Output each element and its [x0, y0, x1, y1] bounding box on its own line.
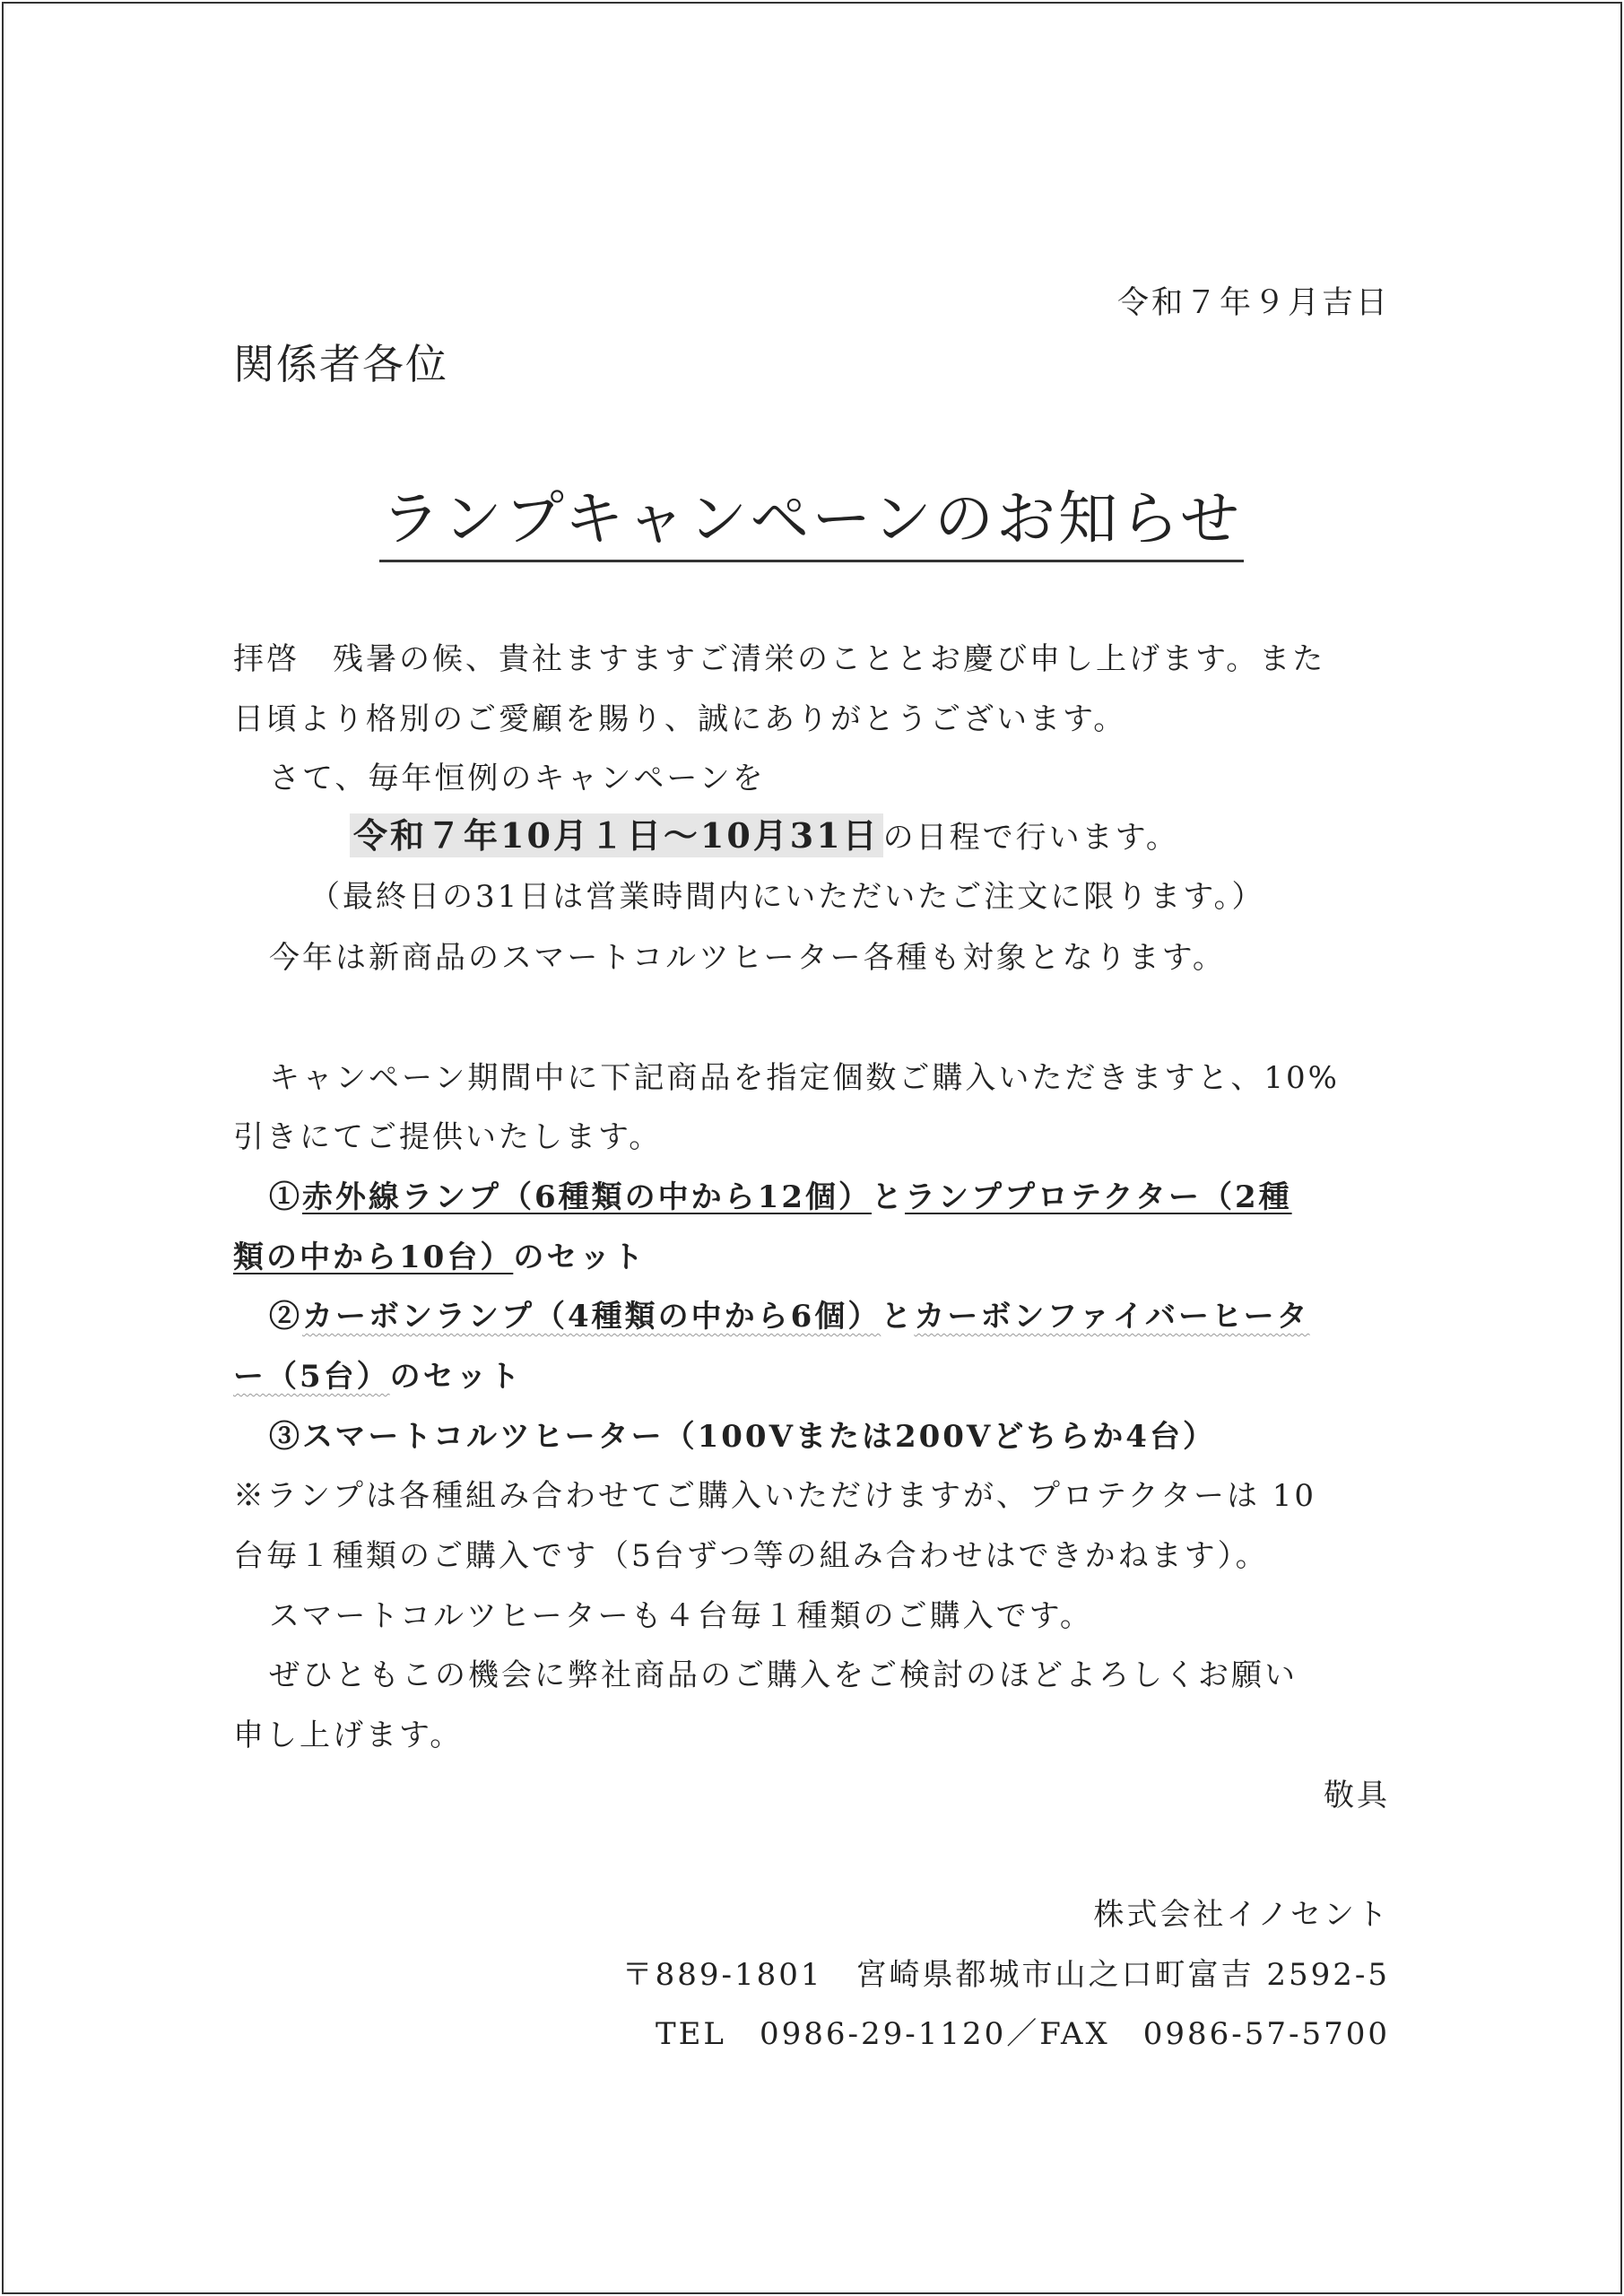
new-product-note: 今年は新商品のスマートコルツヒーター各種も対象となります。	[269, 940, 1226, 976]
item-1-suffix: のセット	[513, 1239, 647, 1275]
campaign-period-line	[350, 815, 1179, 856]
greeting-line-1: 拝啓 残暑の候、貴社ますますご清栄のこととお慶び申し上げます。また	[233, 641, 1326, 677]
campaign-period-suffix: の日程で行います。	[882, 820, 1179, 856]
item-1-join: と	[871, 1179, 905, 1215]
item-1-lamp-protector-cont: 類の中から10台）	[233, 1239, 514, 1275]
note-1-line-1: ※ランプは各種組み合わせてご購入いただけますが、プロテクターは 10	[233, 1478, 1317, 1514]
item-1-line-2	[233, 1239, 646, 1275]
item-2-number: ②	[269, 1299, 302, 1335]
item-1-infrared-lamp: 赤外線ランプ（6種類の中から12個）	[302, 1179, 872, 1215]
item-2-line-1	[269, 1299, 1310, 1335]
closing-line-2: 申し上げます。	[233, 1718, 464, 1753]
document-title: ランプキャンペーンのお知らせ	[379, 471, 1244, 562]
company-address: 〒889-1801 宮崎県都城市山之口町富吉 2592-5	[621, 1957, 1390, 1993]
note-1-line-2: 台毎１種類のご購入です（5台ずつ等の組み合わせはできかねます）。	[233, 1538, 1269, 1574]
campaign-intro: さて、毎年恒例のキャンペーンを	[269, 761, 766, 796]
discount-line-2: 引きにてご提供いたします。	[233, 1119, 663, 1155]
sign-off: 敬具	[1324, 1778, 1390, 1813]
note-2: スマートコルツヒーターも４台毎１種類のご購入です。	[269, 1598, 1093, 1634]
company-contact: TEL 0986-29-1120／FAX 0986-57-5700	[655, 2016, 1390, 2052]
item-1-line-1	[269, 1179, 1292, 1215]
greeting-line-2: 日頃より格別のご愛顧を賜り、誠にありがとうございます。	[233, 701, 1127, 737]
discount-line-1: キャンペーン期間中に下記商品を指定個数ご購入いただきますと、10%	[269, 1060, 1340, 1096]
closing-line-1: ぜひともこの機会に弊社商品のご購入をご検討のほどよろしくお願い	[269, 1657, 1298, 1693]
item-1-number: ①	[269, 1179, 302, 1215]
title-block	[233, 471, 1390, 562]
item-2-carbon-lamp: カーボンランプ（4種類の中から6個）	[302, 1299, 881, 1335]
item-2-carbon-heater-cont: ー（5台）	[233, 1359, 390, 1395]
issue-date: 令和７年９月吉日	[1116, 285, 1390, 321]
item-2-suffix: のセット	[389, 1359, 523, 1395]
item-3: ③スマートコルツヒーター（100Vまたは200Vどちらか4台）	[269, 1419, 1216, 1455]
item-2-carbon-heater: カーボンファイバーヒータ	[914, 1299, 1310, 1335]
campaign-period: 令和７年10月１日～10月31日	[350, 813, 883, 857]
company-name: 株式会社イノセント	[1093, 1897, 1390, 1933]
item-2-join: と	[881, 1299, 915, 1335]
addressee: 関係者各位	[233, 340, 448, 388]
last-day-note: （最終日の31日は営業時間内にいただいたご注文に限ります。）	[309, 879, 1265, 915]
item-2-line-2	[233, 1359, 523, 1395]
item-1-lamp-protector: ランププロテクター（2種	[904, 1179, 1292, 1215]
